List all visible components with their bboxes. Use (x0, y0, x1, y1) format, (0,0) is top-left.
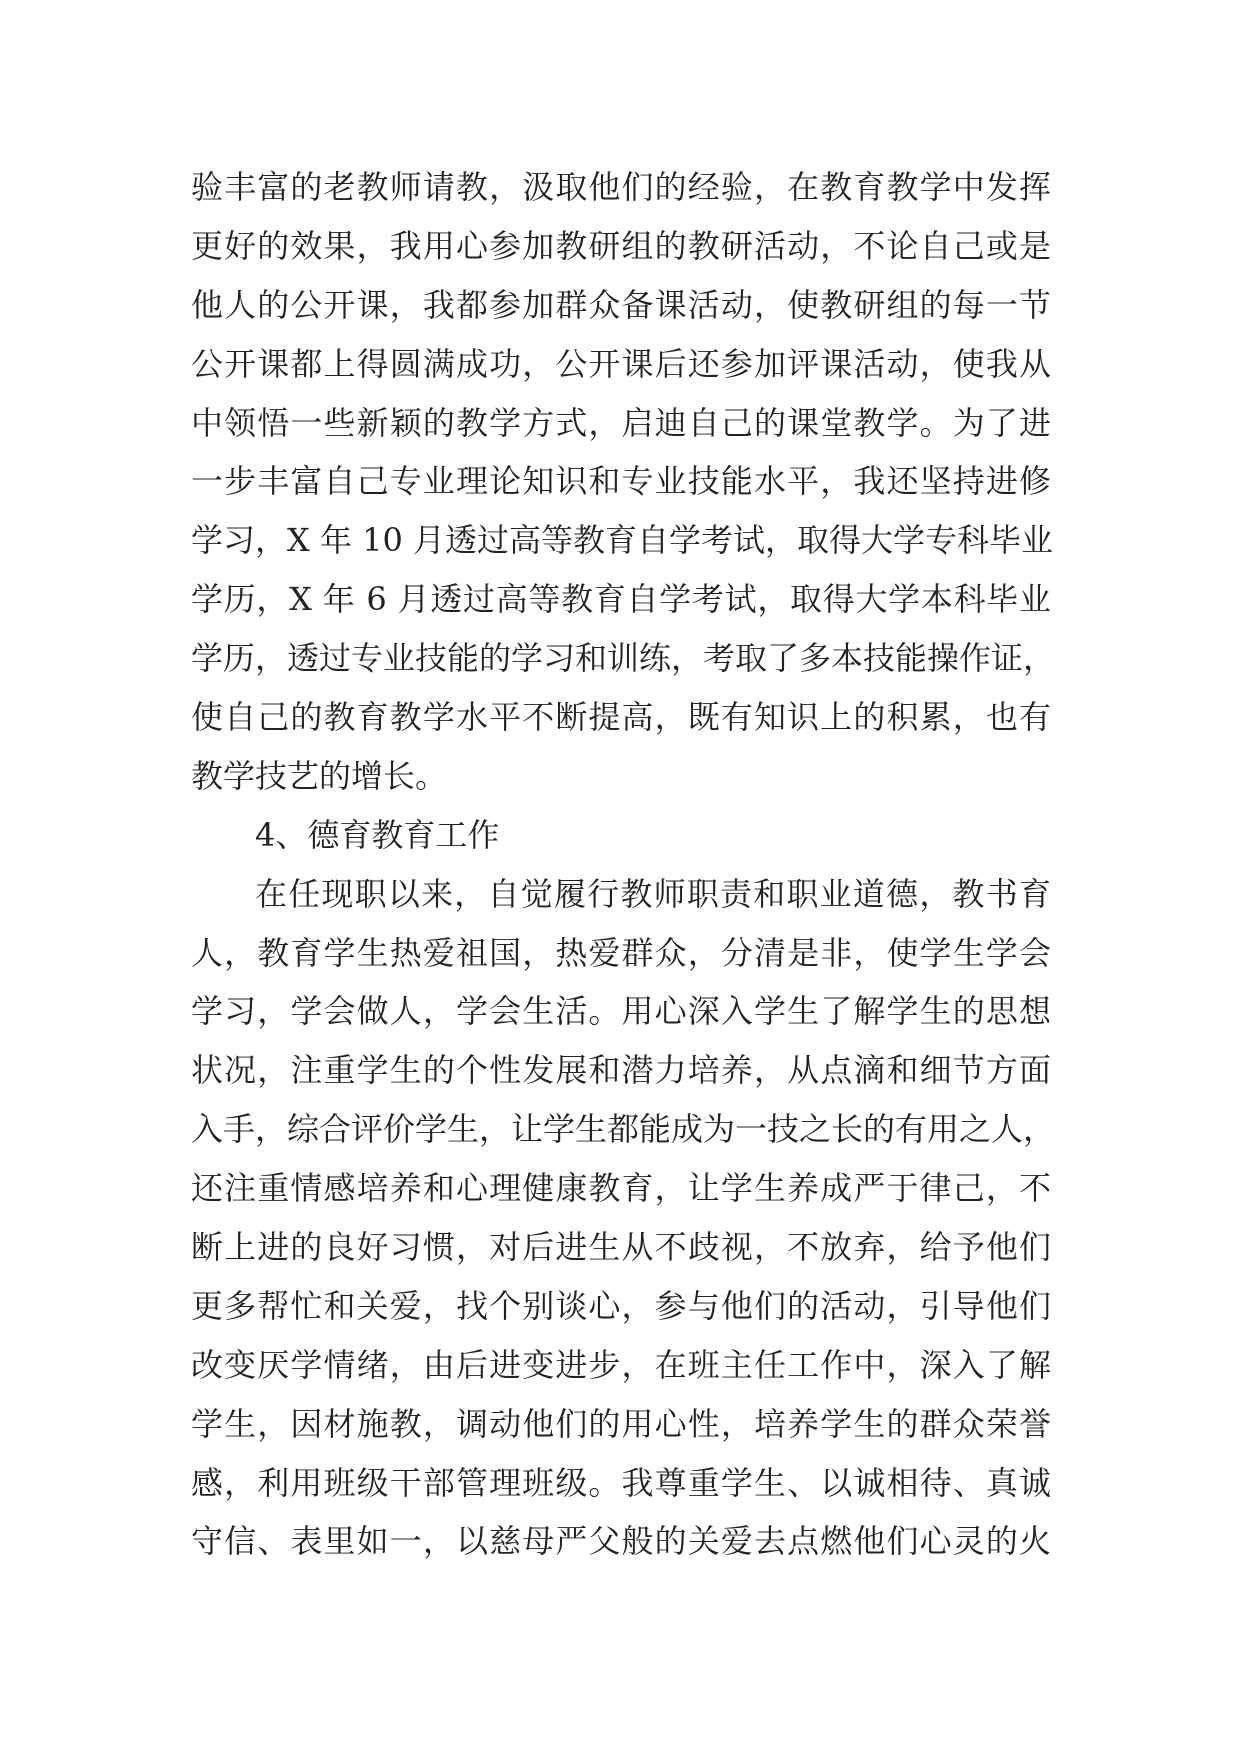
text-line: 断上进的良好习惯，对后进生从不歧视，不放弃，给予他们 (191, 1228, 1051, 1267)
text-line: 更多帮忙和关爱，找个别谈心，参与他们的活动，引导他们 (191, 1286, 1051, 1325)
text-line: 中领悟一些新颖的教学方式，启迪自己的课堂教学。为了进 (191, 403, 1051, 442)
text-line: 使自己的教育教学水平不断提高，既有知识上的积累，也有 (191, 698, 1051, 737)
text-line-paragraph-start: 在任现职以来，自觉履行教师职责和职业道德，教书育 (255, 874, 1051, 913)
text-line: 公开课都上得圆满成功，公开课后还参加评课活动，使我从 (191, 344, 1051, 383)
document-body (191, 158, 1056, 1571)
text-line: 改变厌学情绪，由后进变进步，在班主任工作中，深入了解 (191, 1345, 1051, 1384)
text-line: 守信、表里如一，以慈母严父般的关爱去点燃他们心灵的火 (191, 1522, 1051, 1561)
text-line: 他人的公开课，我都参加群众备课活动，使教研组的每一节 (191, 285, 1051, 324)
text-line: 入手，综合评价学生，让学生都能成为一技之长的有用之人， (191, 1110, 1056, 1149)
text-line: 更好的效果，我用心参加教研组的教研活动，不论自己或是 (191, 226, 1051, 265)
text-line: 验丰富的老教师请教，汲取他们的经验，在教育教学中发挥 (191, 168, 1051, 206)
section-heading: 4、德育教育工作 (255, 815, 500, 854)
text-line: 学习，学会做人，学会生活。用心深入学生了解学生的思想 (191, 992, 1051, 1031)
text-line: 感，利用班级干部管理班级。我尊重学生、以诚相待、真诚 (191, 1463, 1051, 1502)
text-line: 学生，因材施教，调动他们的用心性，培养学生的群众荣誉 (191, 1404, 1051, 1443)
text-line-paragraph-end: 教学技艺的增长。 (191, 756, 448, 795)
text-line: 一步丰富自己专业理论知识和专业技能水平，我还坚持进修 (191, 462, 1051, 501)
text-line: 学习，X 年 10 月透过高等教育自学考试，取得大学专科毕业 (191, 521, 1054, 560)
text-line: 状况，注重学生的个性发展和潜力培养，从点滴和细节方面 (191, 1051, 1051, 1090)
text-line: 还注重情感培养和心理健康教育，让学生养成严于律己，不 (191, 1169, 1051, 1208)
text-line: 人，教育学生热爱祖国，热爱群众，分清是非，使学生学会 (191, 933, 1051, 972)
text-line: 学历，透过专业技能的学习和训练，考取了多本技能操作证， (191, 639, 1056, 678)
text-line: 学历，X 年 6 月透过高等教育自学考试，取得大学本科毕业 (191, 580, 1051, 619)
